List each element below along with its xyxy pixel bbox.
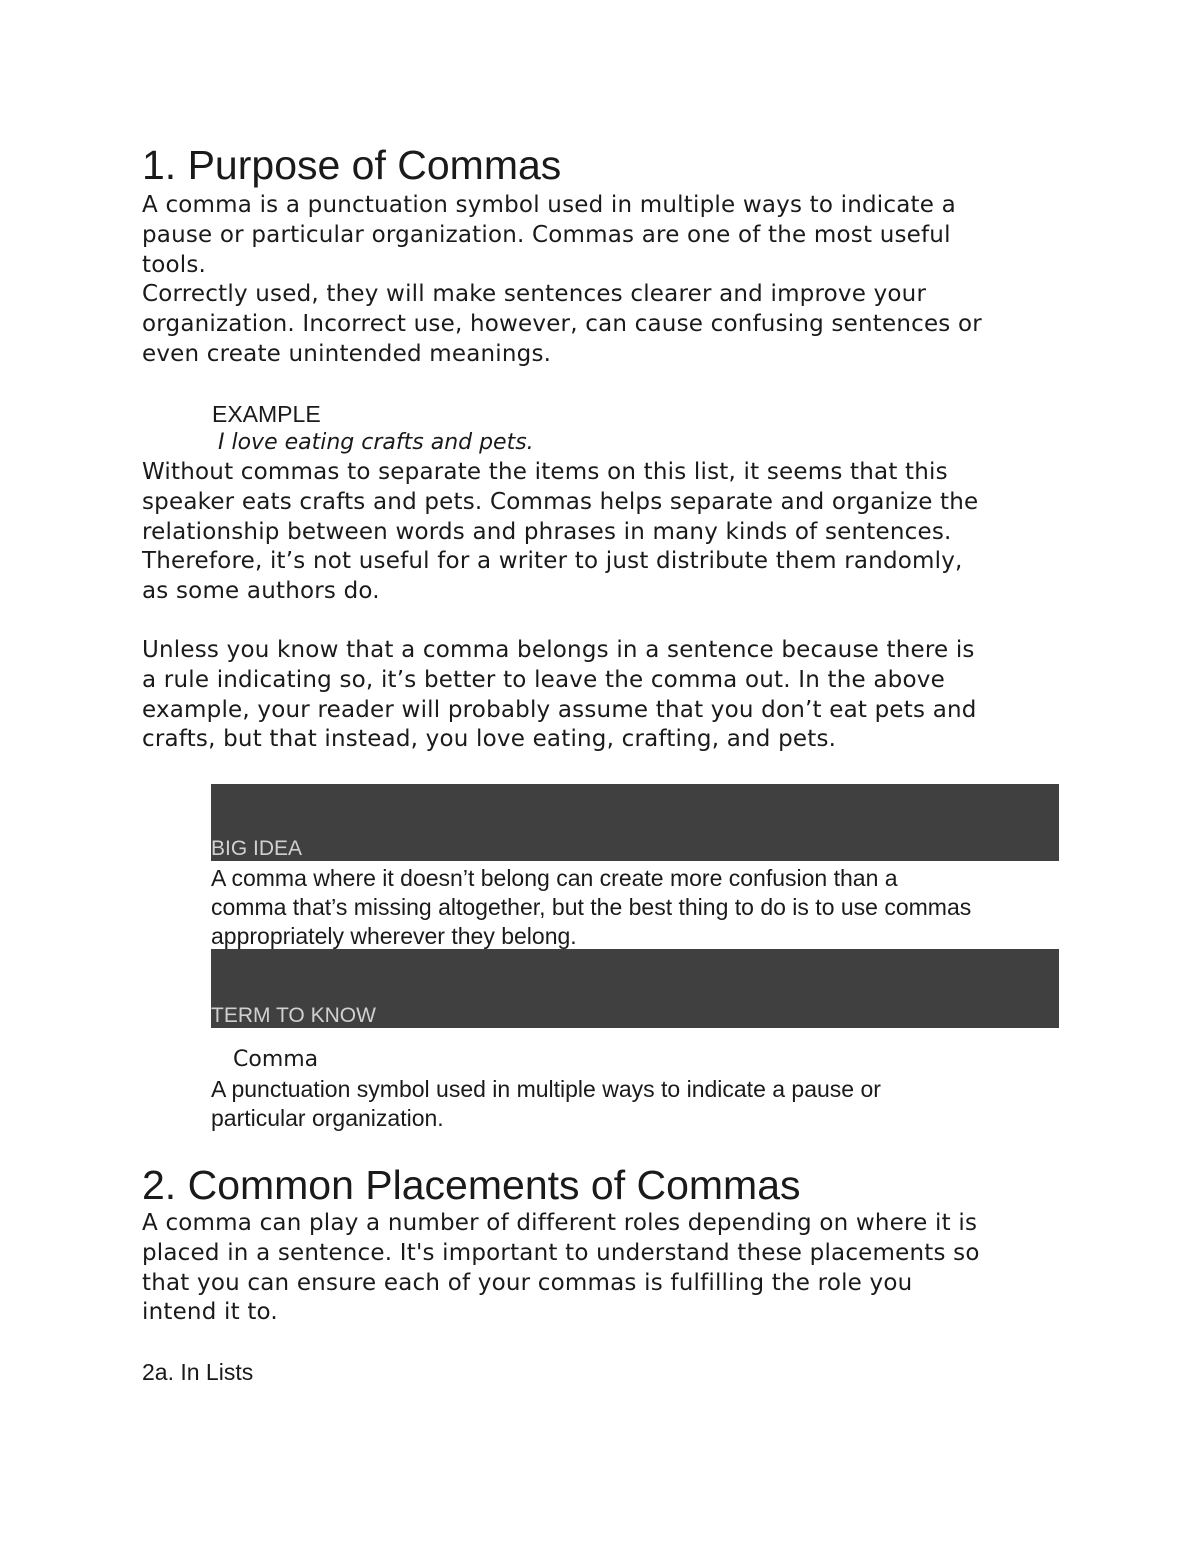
comma-advice [142, 636, 1082, 755]
text-line: example, your reader will probably assume that you don’t eat pets and [142, 696, 977, 723]
text-line: intend it to. [142, 1299, 278, 1326]
text-line: pause or particular organization. Commas are one of the most useful [142, 221, 951, 248]
term-name: Comma [233, 1047, 319, 1072]
text-line: speaker eats crafts and pets. Commas helps separate and organize the [142, 488, 979, 515]
text-line: Correctly used, they will make sentences clearer and improve your [142, 281, 927, 308]
text-line: comma that’s missing altogether, but the best thing to do is to use commas [211, 894, 972, 920]
text-line: Without commas to separate the items on this list, it seems that this [142, 459, 948, 485]
text-line: particular organization. [211, 1105, 444, 1131]
text-line: as some authors do. [142, 578, 380, 605]
section-1-heading: 1. Purpose of Commas [142, 142, 562, 188]
example-label: EXAMPLE [212, 401, 321, 427]
text-line: Therefore, it’s not useful for a writer to just distribute them randomly, [142, 548, 963, 575]
section-2-heading: 2. Common Placements of Commas [142, 1162, 801, 1208]
text-line: Unless you know that a comma belongs in a sentence because there is [142, 637, 975, 663]
text-line: tools. [142, 251, 207, 278]
term-to-know-header [211, 949, 1059, 1028]
text-line: even create unintended meanings. [142, 340, 552, 367]
text-line: placed in a sentence. It's important to understand these placements so [142, 1239, 980, 1266]
subsection-2a-heading: 2a. In Lists [142, 1359, 254, 1385]
text-line: organization. Incorrect use, however, can cause confusing sentences or [142, 311, 982, 338]
big-idea-label: BIG IDEA [211, 837, 303, 860]
big-idea-text [211, 864, 1071, 951]
text-line: A comma can play a number of different roles depending on where it is [142, 1210, 978, 1236]
text-line: a rule indicating so, it’s better to leave the comma out. In the above [142, 666, 945, 693]
section-1-intro [142, 191, 1082, 370]
text-line: that you can ensure each of your commas is fulfilling the role you [142, 1269, 913, 1296]
text-line: appropriately wherever they belong. [211, 923, 577, 949]
term-to-know-label: TERM TO KNOW [211, 1004, 376, 1027]
text-line: A comma where it doesn’t belong can create more confusion than a [211, 865, 898, 891]
example-explanation [142, 458, 1082, 607]
big-idea-header [211, 784, 1059, 861]
text-line: crafts, but that instead, you love eating, crafting, and pets. [142, 726, 837, 753]
text-line: A comma is a punctuation symbol used in multiple ways to indicate a [142, 192, 956, 218]
text-line: A punctuation symbol used in multiple ways to indicate a pause or [211, 1076, 881, 1102]
example-sentence: I love eating crafts and pets. [218, 430, 534, 455]
text-line: relationship between words and phrases in many kinds of sentences. [142, 518, 952, 545]
term-definition [211, 1075, 1071, 1133]
section-2-intro [142, 1209, 1082, 1328]
